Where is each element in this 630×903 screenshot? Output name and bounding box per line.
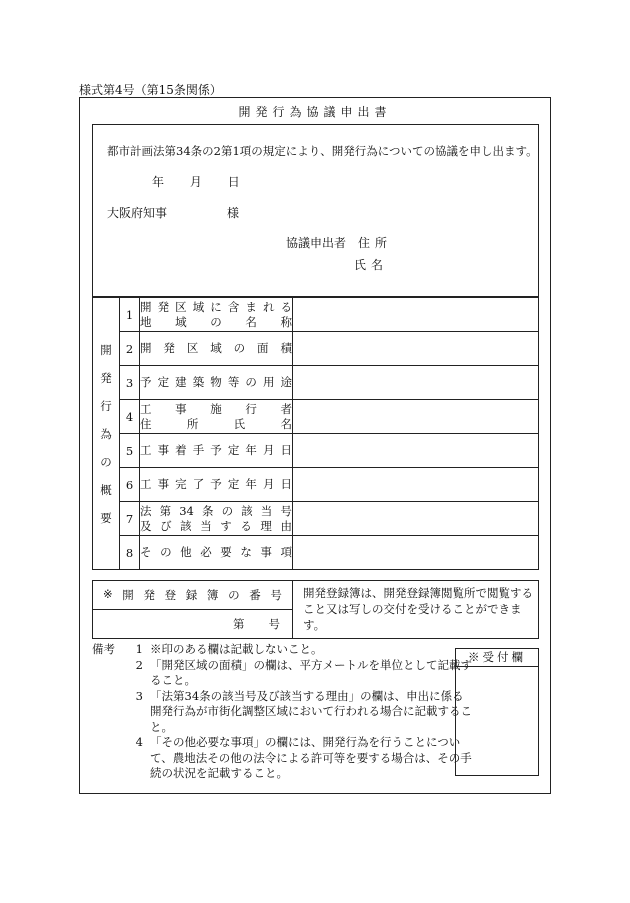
overview-side-char: 開	[100, 342, 112, 357]
overview-item-value[interactable]	[293, 434, 539, 468]
overview-item-label	[140, 400, 293, 434]
registry-header-char: 号	[270, 588, 282, 602]
label-char: ま	[245, 299, 257, 314]
note-item	[92, 658, 472, 689]
note-text: 「法第34条の該当号及び該当する理由」の欄は、申出に係る開発行為が市街化調整区域において行われる場合に記載すること。	[150, 688, 472, 734]
registry-number-cell	[93, 610, 293, 639]
address-label: 住所	[358, 236, 393, 250]
note-text: 「その他必要な事項」の欄には、開発行為を行うことについて、農地法その他の法令による許可等を要する場合は、その手続の状況を記載すること。	[150, 735, 472, 780]
label-char: 号	[280, 503, 292, 518]
note-text: ※印のある欄は記載しないこと。	[150, 642, 323, 656]
notes-heading	[92, 689, 128, 736]
overview-row	[93, 468, 539, 502]
label-char: 発	[157, 299, 170, 314]
receipt-label: ※受付欄	[456, 649, 538, 667]
label-char: 由	[280, 518, 292, 533]
label-char: 年	[245, 443, 257, 457]
label-char: 住	[140, 416, 152, 431]
label-char: 域	[192, 299, 205, 314]
form-number-label: 様式第4号（第15条関係）	[79, 83, 222, 97]
honorific: 様	[227, 206, 240, 220]
label-char: 所	[186, 416, 199, 431]
label-char: 着	[175, 443, 187, 457]
overview-item-value[interactable]	[293, 468, 539, 502]
overview-side-char: 要	[100, 510, 112, 525]
note-item	[92, 689, 472, 736]
overview-item-label	[140, 468, 293, 502]
registry-header-char: 簿	[206, 588, 219, 602]
label-char: 理	[260, 518, 272, 533]
notes-section	[92, 642, 472, 782]
application-statement: 都市計画法第34条の2第1項の規定により、開発行為についての協議を申し出ます。	[107, 144, 538, 158]
registry-number-header	[93, 581, 293, 610]
overview-item-label	[140, 502, 293, 536]
notes-heading: 備考	[92, 642, 115, 656]
label-char: 定	[227, 443, 240, 457]
label-char: 建	[175, 375, 187, 389]
registry-number-char: 号	[268, 617, 280, 631]
applicant-address-line	[286, 234, 392, 251]
label-char: 完	[175, 477, 187, 491]
registry-table	[92, 580, 539, 639]
label-char: 名	[280, 416, 292, 431]
overview-item-number: 4	[120, 400, 140, 434]
overview-item-number: 2	[120, 332, 140, 366]
label-char: の	[233, 341, 246, 355]
label-char: る	[280, 299, 292, 314]
label-char: 条	[201, 503, 214, 518]
label-char: 法	[140, 503, 152, 518]
registry-header-char: ※	[103, 587, 113, 601]
label-char: 当	[200, 518, 212, 533]
label-char: 手	[192, 443, 205, 457]
label-char: 日	[280, 443, 292, 457]
label-char: 途	[280, 375, 292, 389]
label-char: 物	[210, 375, 222, 389]
label-char: 域	[210, 341, 222, 355]
label-char: 工	[140, 477, 152, 491]
overview-item-label	[140, 434, 293, 468]
overview-side-char: 発	[100, 370, 112, 385]
label-char: 施	[210, 401, 222, 416]
note-number: 3	[135, 688, 143, 703]
development-overview-table	[92, 297, 539, 570]
overview-item-label	[140, 298, 293, 332]
label-char: 月	[262, 477, 275, 491]
overview-item-value[interactable]	[293, 502, 539, 536]
registry-header-char: 番	[249, 588, 261, 602]
label-char: 事	[260, 545, 272, 559]
label-char: 用	[262, 375, 275, 389]
note-item	[92, 642, 472, 658]
label-char: 開	[140, 341, 152, 355]
applicant-name-label: 氏名	[354, 258, 389, 272]
label-char: 該	[241, 503, 253, 518]
label-char: 34	[179, 503, 194, 518]
label-char: 行	[245, 401, 257, 416]
overview-item-number: 3	[120, 366, 140, 400]
label-char: 名	[245, 314, 257, 329]
label-char: 必	[200, 545, 212, 559]
label-char: の	[210, 314, 222, 329]
overview-row	[93, 298, 539, 332]
label-char: る	[240, 518, 252, 533]
overview-item-number: 5	[120, 434, 140, 468]
registry-header-char: 開	[122, 588, 134, 602]
note-number: 4	[135, 735, 143, 749]
overview-row	[93, 400, 539, 434]
addressee: 大阪府知事	[107, 206, 168, 220]
label-char: 該	[180, 518, 192, 533]
overview-item-value[interactable]	[293, 400, 539, 434]
overview-row	[93, 366, 539, 400]
label-char: 予	[210, 443, 222, 457]
label-char: に	[210, 299, 222, 314]
label-char: す	[220, 518, 232, 533]
label-char: の	[160, 545, 172, 559]
label-char: 予	[140, 375, 152, 389]
label-char: 開	[140, 299, 152, 314]
overview-side-char: 概	[100, 482, 112, 497]
label-char: 地	[140, 314, 152, 329]
label-char: 年	[245, 477, 257, 491]
label-char: 予	[210, 477, 222, 491]
overview-item-label	[140, 332, 293, 366]
label-char: 域	[175, 314, 187, 329]
label-char: そ	[140, 545, 152, 559]
overview-side-char: 為	[100, 426, 112, 441]
label-char: 工	[140, 443, 152, 457]
label-char: 定	[157, 375, 170, 389]
label-char: 含	[227, 299, 240, 314]
label-char: 要	[220, 545, 232, 559]
notes-heading	[92, 735, 128, 782]
label-char: 区	[175, 299, 187, 314]
overview-row	[93, 332, 539, 366]
overview-row	[93, 434, 539, 468]
label-char: 他	[180, 545, 192, 559]
overview-item-number: 7	[120, 502, 140, 536]
overview-item-value[interactable]	[293, 536, 539, 570]
overview-item-label	[140, 366, 293, 400]
label-char: 事	[157, 477, 170, 491]
label-char: 事	[157, 443, 170, 457]
addressee-line	[107, 204, 239, 221]
label-char: 積	[280, 341, 292, 355]
label-char: 定	[227, 477, 240, 491]
label-char: 築	[192, 375, 205, 389]
registry-header-char: 発	[143, 588, 155, 602]
overview-item-value[interactable]	[293, 298, 539, 332]
note-number: 1	[135, 642, 143, 656]
label-char: 第	[159, 503, 172, 518]
note-item	[92, 735, 472, 782]
label-char: 者	[280, 401, 292, 416]
overview-item-number: 1	[120, 298, 140, 332]
overview-item-value[interactable]	[293, 366, 539, 400]
label-char: 工	[140, 401, 152, 416]
date-day-label: 日	[227, 175, 240, 189]
registry-header-char: の	[228, 588, 240, 602]
label-char: の	[245, 375, 257, 389]
label-char: れ	[262, 299, 275, 314]
label-char: 日	[280, 477, 292, 491]
registry-note: 開発登録簿は、開発登録簿閲覧所で閲覧すること又は写しの交付を受けることができます。	[293, 581, 539, 639]
label-char: 当	[260, 503, 273, 518]
overview-row	[93, 536, 539, 570]
registry-number-char: 第	[233, 617, 245, 631]
note-number: 2	[135, 657, 143, 672]
label-char: 及	[140, 518, 152, 533]
overview-side-char: 行	[100, 398, 112, 413]
label-char: 発	[163, 341, 175, 355]
label-char: 区	[186, 341, 199, 355]
label-char: 等	[227, 375, 240, 389]
label-char: 項	[280, 545, 292, 559]
overview-item-number: 6	[120, 468, 140, 502]
registry-header-char: 録	[185, 588, 198, 602]
label-char: 了	[192, 477, 205, 491]
overview-row	[93, 502, 539, 536]
overview-side-char: の	[100, 454, 112, 469]
date-year-label: 年	[152, 175, 165, 189]
label-char: 面	[257, 341, 269, 355]
form-title: 開発行為協議申出書	[238, 105, 392, 119]
label-char: 称	[280, 314, 292, 329]
note-text: 「開発区域の面積」の欄は、平方メートルを単位として記載すること。	[150, 657, 472, 687]
date-line	[152, 173, 262, 190]
label-char: 事	[175, 401, 187, 416]
overview-item-number: 8	[120, 536, 140, 570]
label-char: び	[160, 518, 172, 533]
overview-item-label	[140, 536, 293, 570]
date-month-label: 月	[189, 175, 202, 189]
registry-header-char: 登	[164, 588, 177, 602]
receipt-box	[455, 648, 539, 776]
overview-side-label	[93, 298, 120, 570]
label-char: 氏	[233, 416, 246, 431]
label-char: 月	[262, 443, 275, 457]
label-char: な	[240, 545, 252, 559]
applicant-label: 協議申出者	[286, 236, 347, 250]
overview-item-value[interactable]	[293, 332, 539, 366]
label-char: の	[221, 503, 234, 518]
notes-heading	[92, 658, 128, 689]
